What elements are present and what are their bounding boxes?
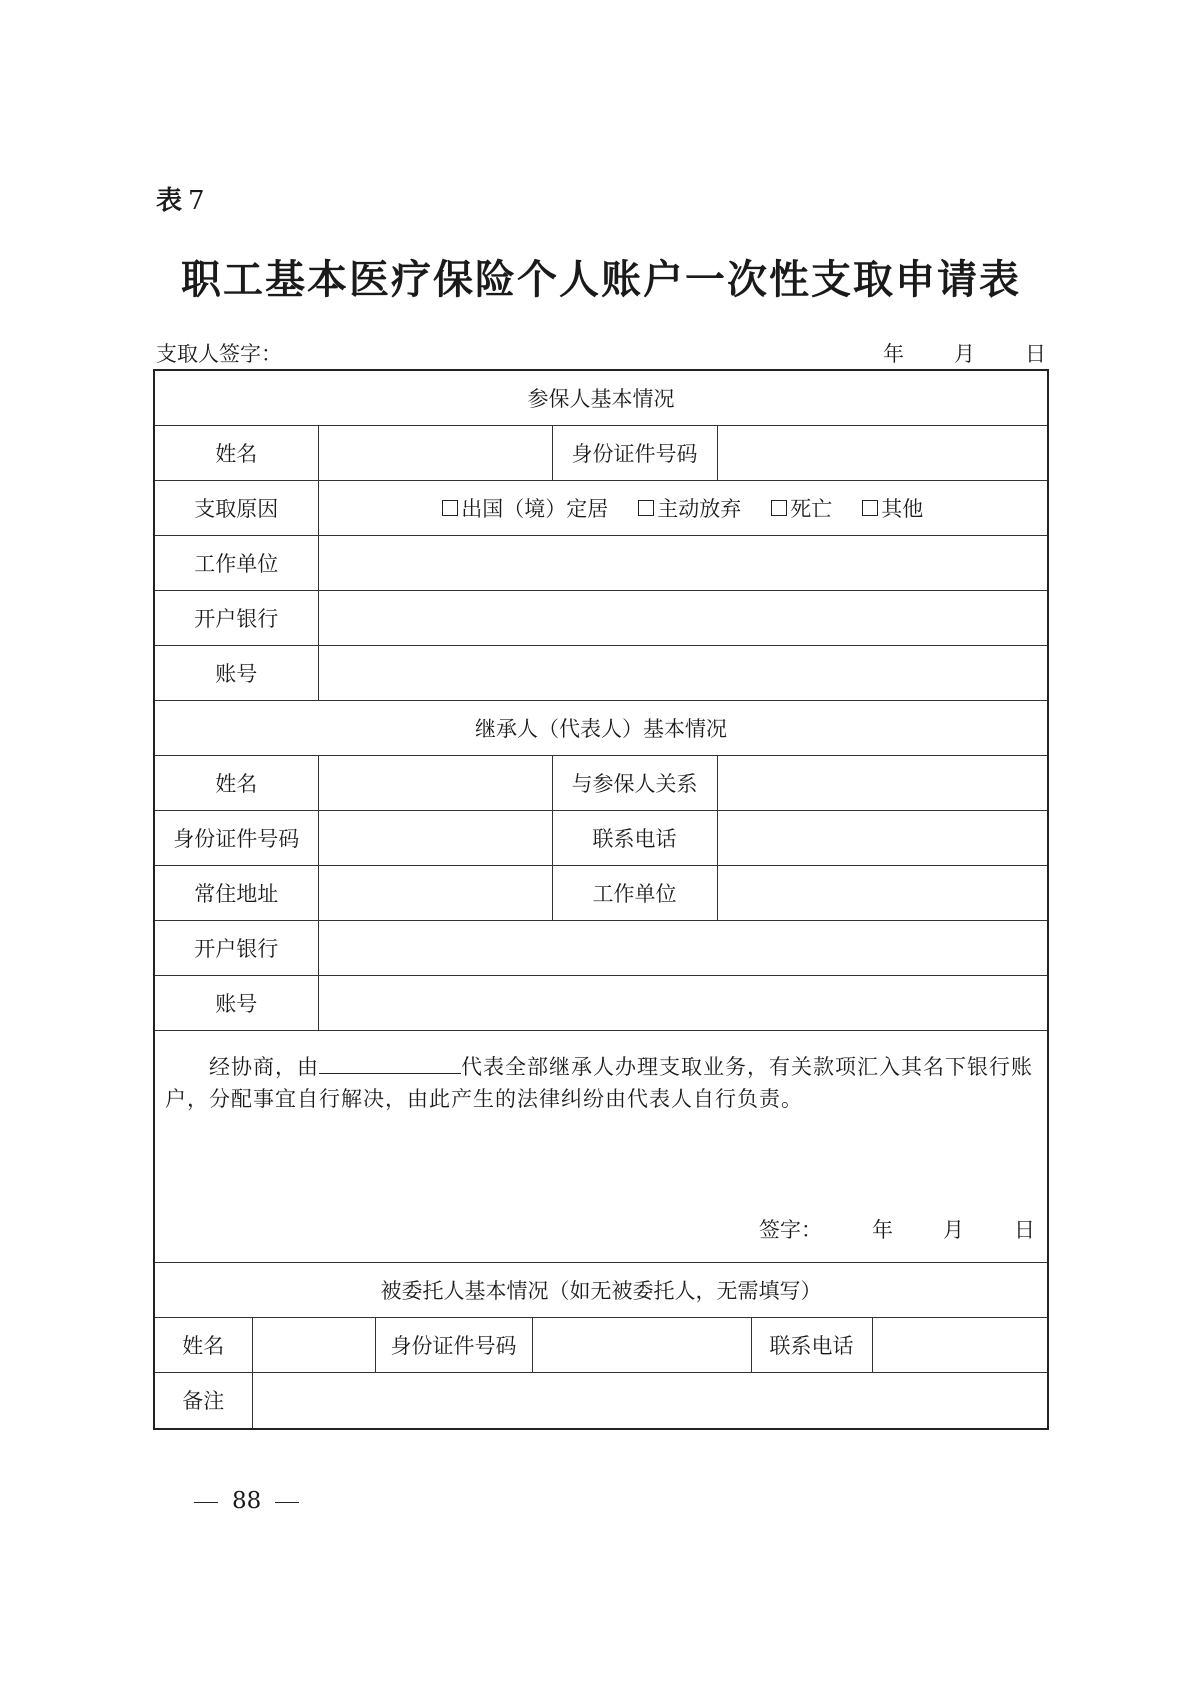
remarks-label: 备注 bbox=[155, 1373, 252, 1428]
reason-option-label: 死亡 bbox=[790, 496, 833, 521]
table-number: 7 bbox=[188, 186, 205, 216]
heir-name-field[interactable] bbox=[318, 755, 552, 810]
heir-account-label: 账号 bbox=[154, 975, 318, 1030]
dash-right bbox=[275, 1502, 299, 1503]
reason-option-label: 主动放弃 bbox=[657, 496, 742, 521]
agreement-text-after: 代表全部继承人办理支取业务，有关款项汇入其名下银行账户，分配事宜自行解决，由此产生的法律纠纷由代表人自行负责。 bbox=[165, 1054, 1033, 1111]
agreement-month-label: 月 bbox=[943, 1217, 964, 1242]
insured-employer-field[interactable] bbox=[318, 535, 1048, 590]
checkbox-icon[interactable] bbox=[442, 500, 458, 516]
insured-section-title: 参保人基本情况 bbox=[154, 370, 1048, 425]
day-label: 日 bbox=[1025, 342, 1046, 366]
agreement-text bbox=[165, 1051, 1037, 1115]
insured-bank-label: 开户银行 bbox=[154, 590, 318, 645]
insured-account-field[interactable] bbox=[318, 645, 1048, 700]
table-label-text: 表 bbox=[156, 186, 183, 216]
delegate-name-label: 姓名 bbox=[155, 1318, 252, 1373]
reason-option-label: 其他 bbox=[881, 496, 924, 521]
representative-name-blank[interactable] bbox=[319, 1053, 461, 1074]
withdrawal-reason-label: 支取原因 bbox=[154, 480, 318, 535]
agreement-text-before: 经协商，由 bbox=[209, 1054, 319, 1079]
heir-relation-field[interactable] bbox=[717, 755, 1048, 810]
heir-relation-label: 与参保人关系 bbox=[552, 755, 717, 810]
heir-bank-label: 开户银行 bbox=[154, 920, 318, 975]
reason-option-emigration[interactable] bbox=[442, 493, 608, 523]
reason-option-death[interactable] bbox=[771, 493, 832, 523]
page-number bbox=[180, 1488, 313, 1514]
agreement-day-label: 日 bbox=[1014, 1217, 1035, 1242]
checkbox-icon[interactable] bbox=[771, 500, 787, 516]
heir-bank-field[interactable] bbox=[318, 920, 1048, 975]
agreement-sign-line bbox=[759, 1214, 1035, 1244]
heir-account-field[interactable] bbox=[318, 975, 1048, 1030]
heir-phone-label: 联系电话 bbox=[552, 810, 717, 865]
reason-option-waive[interactable] bbox=[638, 493, 741, 523]
heir-employer-field[interactable] bbox=[717, 865, 1048, 920]
insured-id-label: 身份证件号码 bbox=[552, 425, 717, 480]
delegate-name-field[interactable] bbox=[252, 1318, 375, 1373]
delegate-phone-label: 联系电话 bbox=[751, 1318, 872, 1373]
page-title: 职工基本医疗保险个人账户一次性支取申请表 bbox=[181, 256, 1021, 303]
insured-name-field[interactable] bbox=[318, 425, 552, 480]
page-number-text: 88 bbox=[232, 1488, 262, 1514]
checkbox-icon[interactable] bbox=[862, 500, 878, 516]
heir-phone-field[interactable] bbox=[717, 810, 1048, 865]
agreement-statement bbox=[154, 1030, 1048, 1262]
agreement-year-label: 年 bbox=[872, 1217, 893, 1242]
heir-address-field[interactable] bbox=[318, 865, 552, 920]
delegate-section-title: 被委托人基本情况（如无被委托人，无需填写） bbox=[154, 1262, 1048, 1317]
checkbox-icon[interactable] bbox=[638, 500, 654, 516]
remarks-field[interactable] bbox=[252, 1373, 1049, 1428]
table-label bbox=[156, 180, 205, 217]
insured-employer-label: 工作单位 bbox=[154, 535, 318, 590]
reason-option-label: 出国（境）定居 bbox=[461, 496, 609, 521]
heir-id-field[interactable] bbox=[318, 810, 552, 865]
agreement-sign-label: 签字： bbox=[759, 1217, 822, 1242]
applicant-date bbox=[883, 338, 1046, 368]
delegate-phone-field[interactable] bbox=[872, 1318, 1049, 1373]
month-label: 月 bbox=[954, 342, 975, 366]
delegate-rows bbox=[154, 1317, 1048, 1429]
reason-option-other[interactable] bbox=[862, 493, 923, 523]
delegate-id-label: 身份证件号码 bbox=[375, 1318, 532, 1373]
delegate-table bbox=[155, 1318, 1049, 1428]
heir-employer-label: 工作单位 bbox=[552, 865, 717, 920]
delegate-id-field[interactable] bbox=[532, 1318, 751, 1373]
year-label: 年 bbox=[883, 342, 904, 366]
heir-section-title: 继承人（代表人）基本情况 bbox=[154, 700, 1048, 755]
dash-left bbox=[194, 1502, 218, 1503]
insured-account-label: 账号 bbox=[154, 645, 318, 700]
heir-address-label: 常住地址 bbox=[154, 865, 318, 920]
heir-name-label: 姓名 bbox=[154, 755, 318, 810]
heir-id-label: 身份证件号码 bbox=[154, 810, 318, 865]
insured-name-label: 姓名 bbox=[154, 425, 318, 480]
applicant-signature-label: 支取人签字： bbox=[156, 342, 282, 366]
application-form-table bbox=[153, 369, 1049, 1430]
insured-id-field[interactable] bbox=[717, 425, 1048, 480]
insured-bank-field[interactable] bbox=[318, 590, 1048, 645]
withdrawal-reason-options bbox=[318, 480, 1048, 535]
applicant-sign-row bbox=[156, 338, 1046, 368]
